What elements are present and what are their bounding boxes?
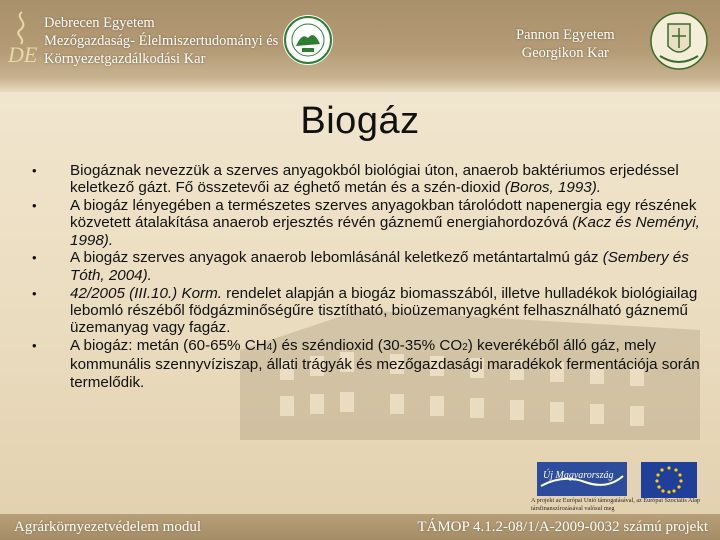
bullet-item: [30, 162, 715, 197]
bullet-dot-icon: •: [32, 163, 37, 178]
faculty-line-2: Mezőgazdaság- Élelmiszertudományi és: [44, 33, 279, 49]
svg-text:Új Magyarország: Új Magyarország: [543, 470, 614, 481]
faculty-line-1: Debrecen Egyetem: [44, 15, 155, 31]
bullet-dot-icon: •: [32, 250, 37, 266]
bullet-text: Biogáznak nevezzük a szerves anyagokból biológiai úton, anaerob baktériumos erjedéssel keletkező gázt. Fő összetevői az éghető metán és a szén-dioxid: [70, 162, 679, 197]
faculty-right-line-2: Georgikon Kar: [521, 45, 609, 61]
bullet-regulation: 42/2005 (III.10.) Korm.: [70, 284, 222, 302]
bullet-text: A biogáz szerves anyagok anaerob lebomlásánál keletkező metántartalmú gáz: [70, 249, 603, 267]
bullet-text: A biogáz: metán (60-65% CH: [70, 336, 267, 354]
georgikon-crest-icon: [650, 10, 708, 72]
slide-title: Biogáz: [300, 100, 420, 142]
bullet-citation: (Sembery és Tóth, 2004).: [70, 249, 689, 284]
bullet-citation: (Kacz és Neményi, 1998).: [70, 214, 700, 249]
bullet-list: [30, 162, 715, 391]
faculty-name-left: [44, 14, 278, 68]
bullet-dot-icon: •: [32, 337, 37, 353]
bullet-dot-icon: •: [32, 198, 37, 214]
bullet-text: ) és széndioxid (30-35% CO: [272, 336, 463, 354]
faculty-right-line-1: Pannon Egyetem: [516, 27, 615, 43]
bullet-text: A biogáz lényegében a természetes szerves anyagokban tárolódott napenergia egy részének közvetett átalakítása anaerob erjesztés révén gáznemű energiahordozóvá: [70, 197, 697, 232]
bullet-item: [30, 337, 715, 391]
funding-note: A projekt az Európai Unió támogatásával, az Európai Szociális Alap társfinanszírozásával valósul meg: [531, 497, 701, 512]
bullet-item: [30, 197, 715, 249]
module-name: Agrárkörnyezetvédelem modul: [14, 519, 202, 535]
bullet-dot-icon: •: [32, 285, 37, 301]
bullet-item: [30, 249, 715, 284]
project-id: TÁMOP 4.1.2-08/1/A-2009-0032 számú projekt: [417, 519, 708, 535]
bullet-item: [30, 285, 715, 337]
bullet-text: rendelet alapján a biogáz biomasszából, illetve hulladékok biológiailag lebomló részéből födgázminőségűre tisztítható, bioüzemanyagként felhasználható gáznemű üzemanyag vagy fagáz.: [70, 284, 698, 337]
subscript-4: 4: [266, 341, 273, 353]
faculty-line-3: Környezetgazdálkodási Kar: [44, 51, 206, 67]
university-seal-icon: [282, 14, 334, 66]
university-logo-icon: [4, 8, 40, 78]
svg-text:DE: DE: [8, 42, 38, 67]
bullet-text: ) keverékéből álló gáz, mely kommunális szennyvíziszap, állati trágyák és mezőgazdasági maradékok fermentációja során termelődik.: [70, 336, 700, 391]
subscript-2: 2: [462, 341, 468, 353]
bullet-citation: (Boros, 1993).: [504, 179, 602, 197]
footer-band: [0, 514, 720, 540]
faculty-name-right: [516, 26, 615, 62]
